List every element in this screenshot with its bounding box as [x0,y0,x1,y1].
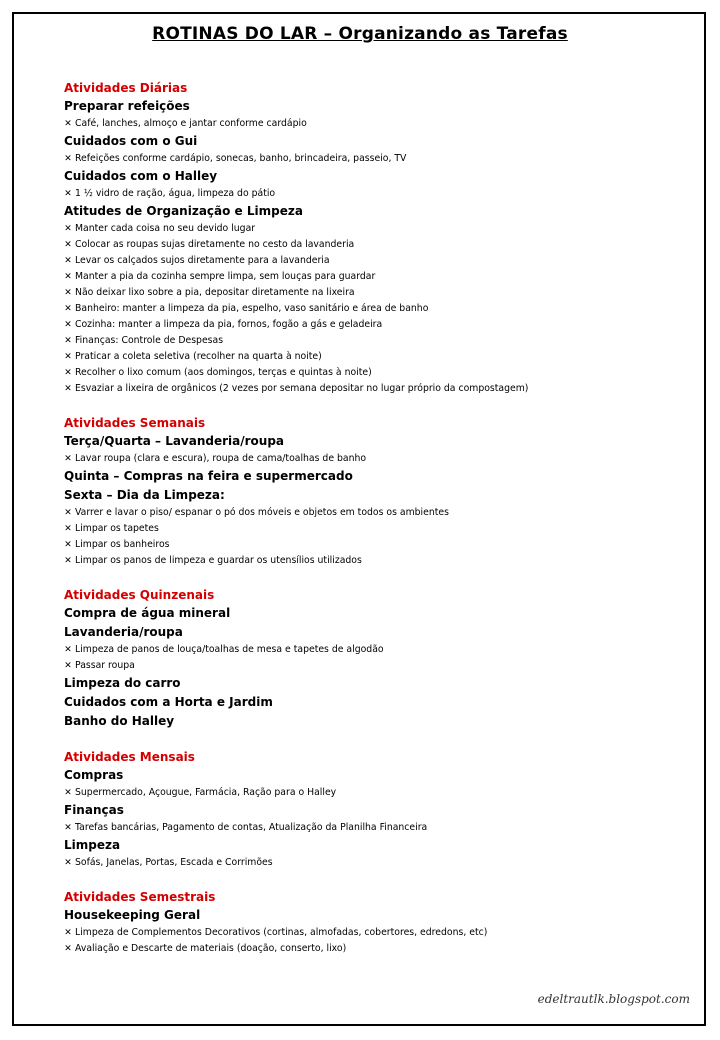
task-text: Não deixar lixo sobre a pia, depositar diretamente na lixeira [75,287,355,298]
x-mark-icon: ✕ [64,384,72,394]
x-mark-icon: ✕ [64,368,72,378]
task-group [64,906,684,957]
task-list [64,785,684,801]
x-mark-icon: ✕ [64,336,72,346]
task-text: Lavar roupa (clara e escura), roupa de cama/toalhas de banho [75,453,367,464]
list-item [64,333,684,349]
list-item [64,820,684,836]
task-group [64,432,684,467]
x-mark-icon: ✕ [64,304,72,314]
list-item [64,151,684,167]
group-title: Compra de água mineral [64,606,231,620]
task-group [64,97,684,132]
group-title: Banho do Halley [64,714,175,728]
x-mark-icon: ✕ [64,645,72,655]
group-title: Atitudes de Organização e Limpeza [64,204,303,218]
group-title: Cuidados com o Halley [64,169,218,183]
task-group [64,693,684,712]
x-mark-icon: ✕ [64,352,72,362]
task-text: Supermercado, Açougue, Farmácia, Ração para o Halley [75,787,337,798]
list-item [64,253,684,269]
group-title: Cuidados com a Horta e Jardim [64,695,273,709]
task-group [64,674,684,693]
task-text: Recolher o lixo comum (aos domingos, terças e quintas à noite) [75,367,372,378]
list-item [64,925,684,941]
group-title: Finanças [64,803,124,817]
task-group [64,766,684,801]
list-item [64,349,684,365]
list-item [64,317,684,333]
group-title: Sexta – Dia da Limpeza: [64,488,225,502]
x-mark-icon: ✕ [64,556,72,566]
task-text: Limpar os banheiros [75,539,170,550]
task-list [64,221,684,397]
task-list [64,820,684,836]
task-list [64,642,684,674]
x-mark-icon: ✕ [64,858,72,868]
x-mark-icon: ✕ [64,256,72,266]
task-text: Sofás, Janelas, Portas, Escada e Corrimões [75,857,273,868]
page-title: ROTINAS DO LAR – Organizando as Tarefas [152,24,568,44]
x-mark-icon: ✕ [64,224,72,234]
task-text: Banheiro: manter a limpeza da pia, espelho, vaso sanitário e área de banho [75,303,429,314]
section [64,888,684,957]
task-list [64,186,684,202]
x-mark-icon: ✕ [64,540,72,550]
x-mark-icon: ✕ [64,928,72,938]
task-text: Limpar os tapetes [75,523,159,534]
list-item [64,301,684,317]
group-title: Quinta – Compras na feira e supermercado [64,469,353,483]
task-text: Passar roupa [75,660,135,671]
task-text: Varrer e lavar o piso/ espanar o pó dos móveis e objetos em todos os ambientes [75,507,449,518]
task-text: Limpeza de Complementos Decorativos (cortinas, almofadas, cobertores, edredons, etc) [75,927,488,938]
section [64,414,684,569]
task-group [64,486,684,569]
group-title: Cuidados com o Gui [64,134,198,148]
group-title: Terça/Quarta – Lavanderia/roupa [64,434,285,448]
x-mark-icon: ✕ [64,944,72,954]
task-text: Limpar os panos de limpeza e guardar os utensílios utilizados [75,555,362,566]
x-mark-icon: ✕ [64,320,72,330]
task-text: Manter cada coisa no seu devido lugar [75,223,256,234]
list-item [64,537,684,553]
task-group [64,604,684,623]
group-title: Limpeza do carro [64,676,181,690]
task-group [64,167,684,202]
task-text: Finanças: Controle de Despesas [75,335,224,346]
section-title: Atividades Mensais [64,750,195,764]
section-title: Atividades Quinzenais [64,588,215,602]
task-text: Avaliação e Descarte de materiais (doação, conserto, lixo) [75,943,347,954]
list-item [64,855,684,871]
list-item [64,642,684,658]
x-mark-icon: ✕ [64,524,72,534]
list-item [64,365,684,381]
group-title: Limpeza [64,838,121,852]
x-mark-icon: ✕ [64,788,72,798]
routine-list [64,79,684,974]
group-title: Preparar refeições [64,99,190,113]
task-group [64,467,684,486]
task-text: Colocar as roupas sujas diretamente no cesto da lavanderia [75,239,355,250]
x-mark-icon: ✕ [64,154,72,164]
task-list [64,116,684,132]
x-mark-icon: ✕ [64,272,72,282]
section-title: Atividades Semestrais [64,890,216,904]
task-text: Cozinha: manter a limpeza da pia, fornos, fogão a gás e geladeira [75,319,383,330]
x-mark-icon: ✕ [64,454,72,464]
section-title: Atividades Diárias [64,81,188,95]
task-list [64,925,684,957]
x-mark-icon: ✕ [64,189,72,199]
task-list [64,505,684,569]
list-item [64,941,684,957]
task-group [64,712,684,731]
task-group [64,801,684,836]
list-item [64,505,684,521]
list-item [64,269,684,285]
list-item [64,221,684,237]
section [64,586,684,731]
x-mark-icon: ✕ [64,119,72,129]
blog-watermark: edeltrautlk.blogspot.com [537,992,690,1006]
list-item [64,237,684,253]
task-text: 1 ½ vidro de ração, água, limpeza do pátio [75,188,276,199]
task-text: Café, lanches, almoço e jantar conforme cardápio [75,118,307,129]
task-text: Limpeza de panos de louça/toalhas de mesa e tapetes de algodão [75,644,384,655]
task-text: Levar os calçados sujos diretamente para a lavanderia [75,255,330,266]
x-mark-icon: ✕ [64,240,72,250]
task-text: Praticar a coleta seletiva (recolher na quarta à noite) [75,351,322,362]
x-mark-icon: ✕ [64,823,72,833]
task-list [64,451,684,467]
x-mark-icon: ✕ [64,508,72,518]
group-title: Compras [64,768,124,782]
task-group [64,202,684,397]
x-mark-icon: ✕ [64,661,72,671]
task-list [64,855,684,871]
list-item [64,186,684,202]
list-item [64,553,684,569]
task-group [64,132,684,167]
list-item [64,285,684,301]
task-list [64,151,684,167]
section-title: Atividades Semanais [64,416,206,430]
task-text: Tarefas bancárias, Pagamento de contas, Atualização da Planilha Financeira [75,822,428,833]
task-text: Manter a pia da cozinha sempre limpa, sem louças para guardar [75,271,376,282]
list-item [64,381,684,397]
section [64,79,684,397]
task-text: Refeições conforme cardápio, sonecas, banho, brincadeira, passeio, TV [75,153,407,164]
section [64,748,684,871]
list-item [64,658,684,674]
task-text: Esvaziar a lixeira de orgânicos (2 vezes por semana depositar no lugar próprio da compostagem) [75,383,529,394]
list-item [64,451,684,467]
group-title: Lavanderia/roupa [64,625,183,639]
list-item [64,785,684,801]
x-mark-icon: ✕ [64,288,72,298]
list-item [64,521,684,537]
task-group [64,623,684,674]
list-item [64,116,684,132]
task-group [64,836,684,871]
group-title: Housekeeping Geral [64,908,201,922]
